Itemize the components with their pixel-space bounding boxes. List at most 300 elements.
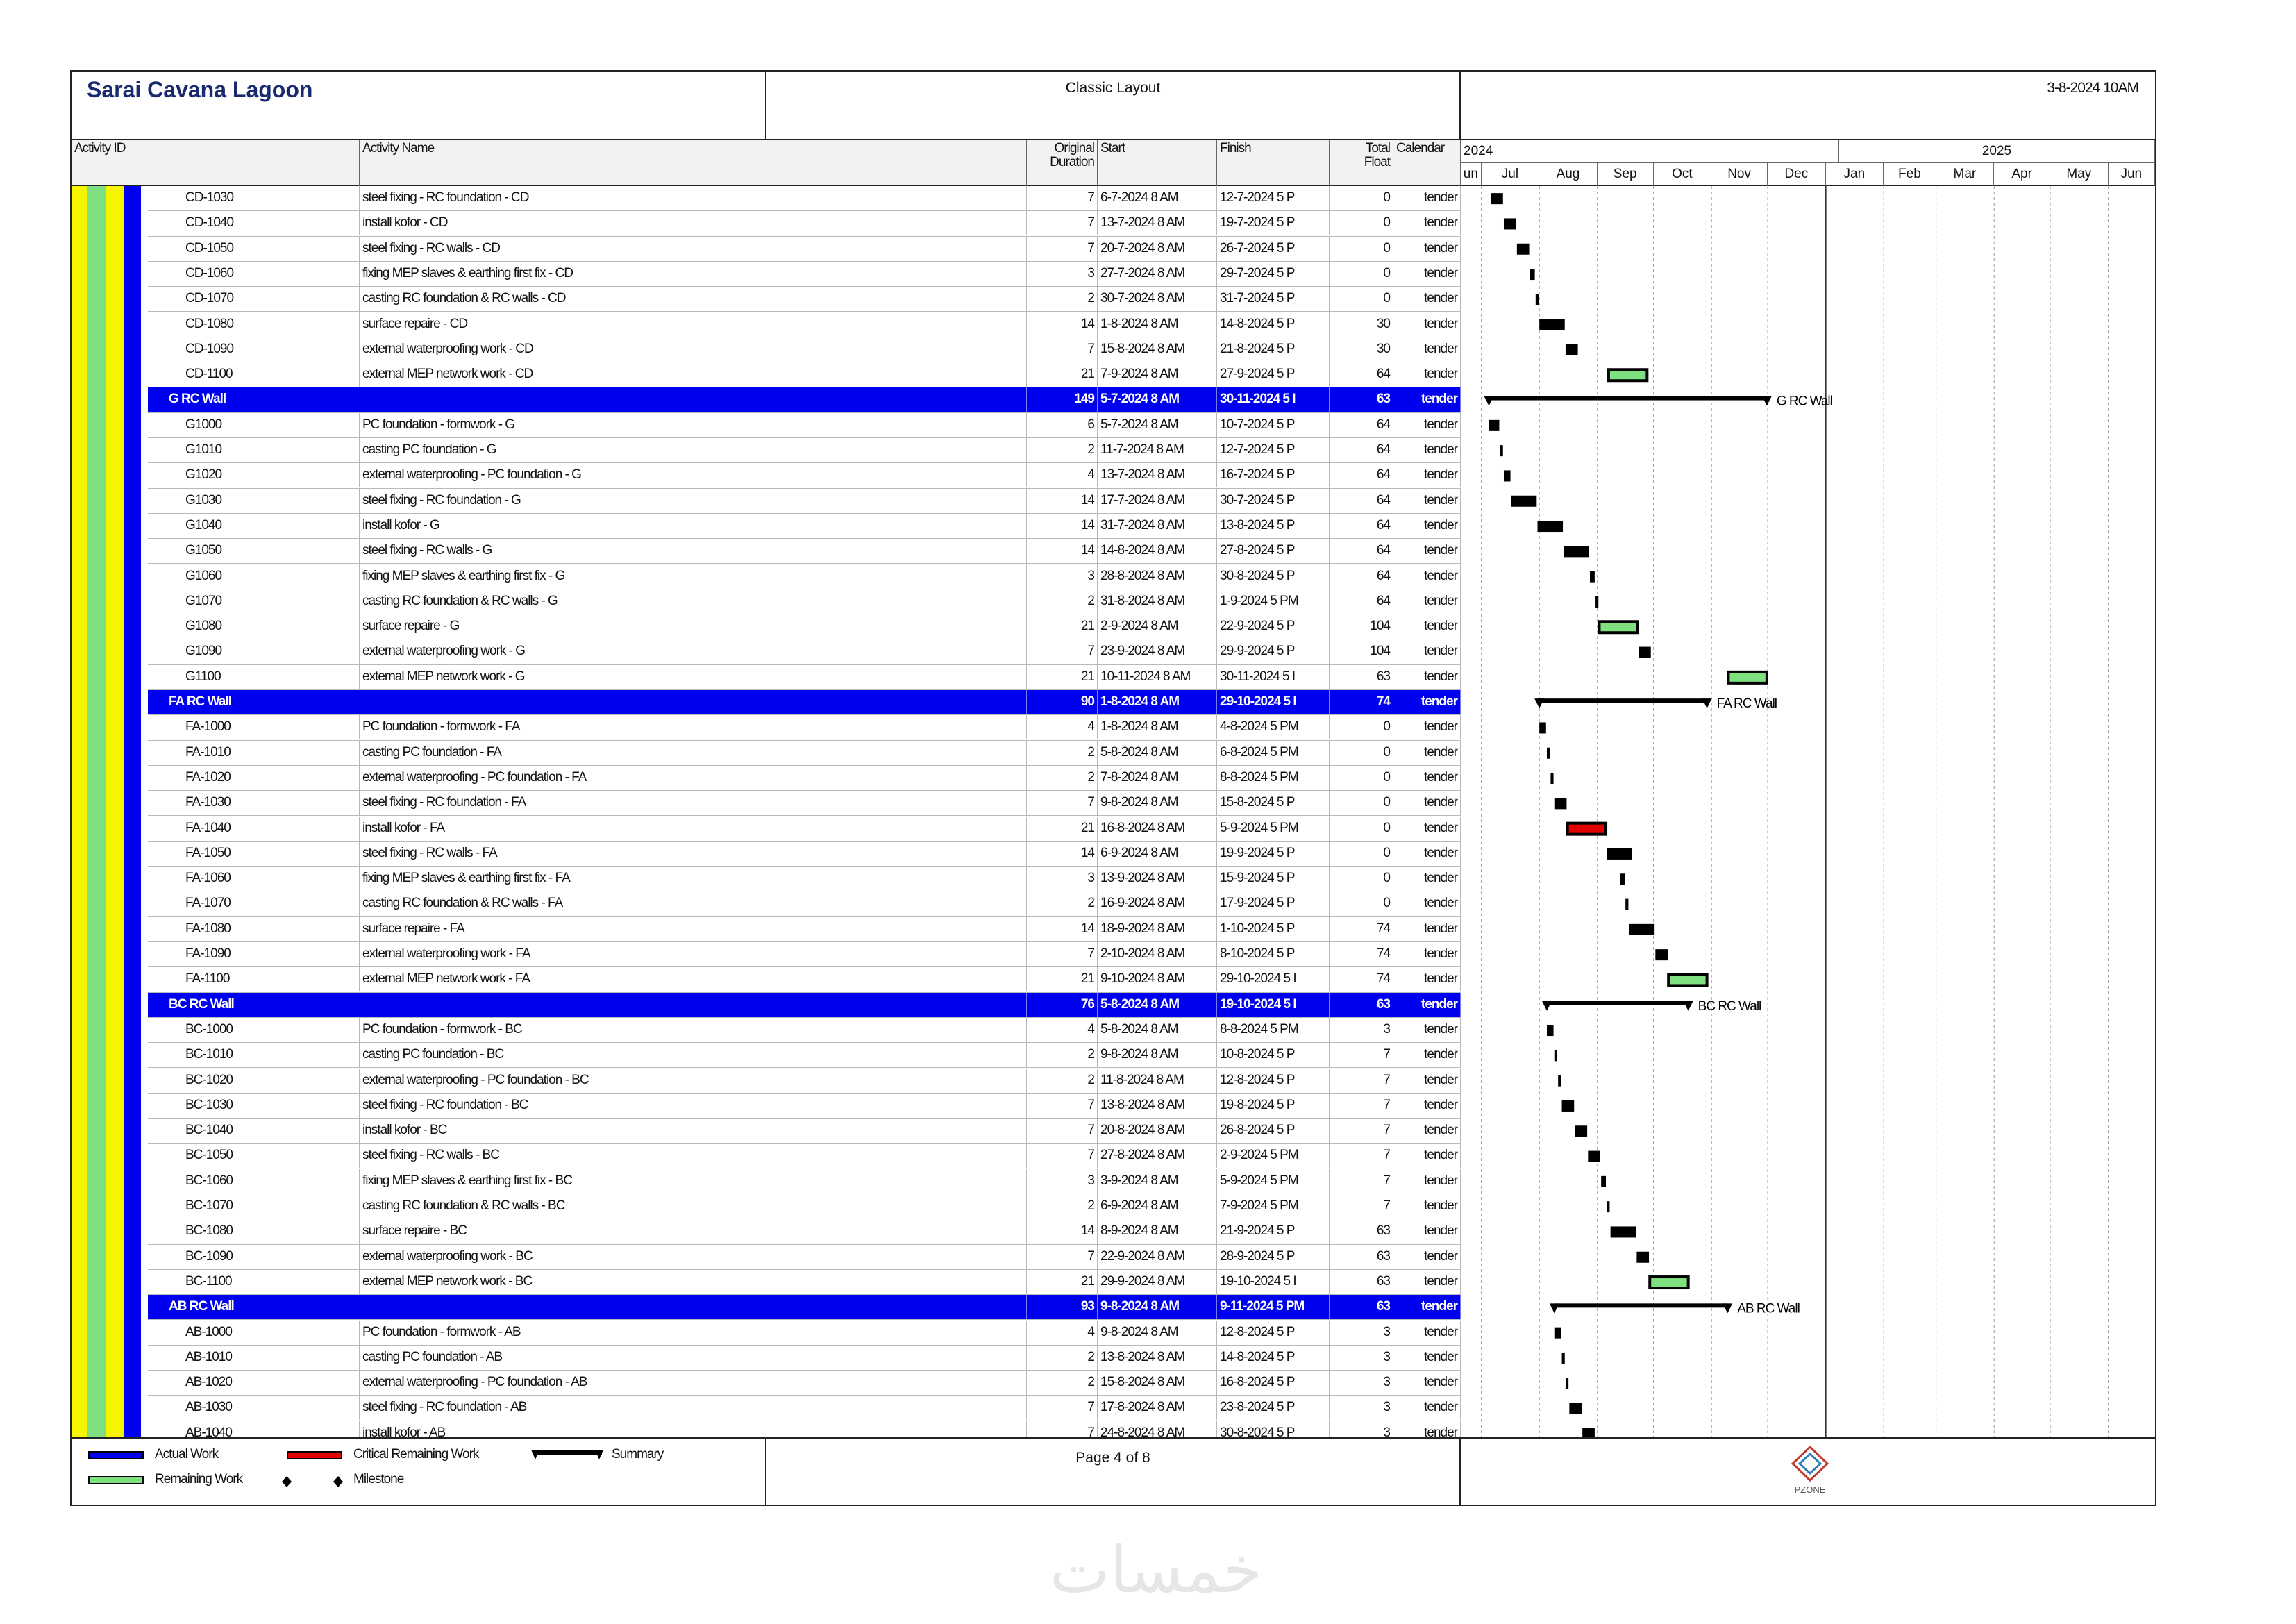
activity-id-cell: BC RC Wall bbox=[148, 993, 1027, 1017]
finish-cell: 21-8-2024 5 P bbox=[1217, 337, 1330, 362]
finish-cell: 28-9-2024 5 P bbox=[1217, 1245, 1330, 1269]
year-2024: 2024 bbox=[1461, 140, 1839, 163]
activity-row[interactable] bbox=[148, 237, 1461, 262]
activity-id-cell: FA-1080 bbox=[148, 917, 360, 941]
summary-bar-cap bbox=[1723, 1303, 1732, 1313]
calendar-cell: tender bbox=[1393, 967, 1461, 991]
summary-bar-cap bbox=[1542, 1001, 1552, 1011]
activity-bar-actual bbox=[1550, 773, 1553, 784]
calendar-cell: tender bbox=[1393, 413, 1461, 437]
finish-cell: 17-9-2024 5 P bbox=[1217, 891, 1330, 916]
finish-cell: 30-8-2024 5 P bbox=[1217, 1421, 1330, 1437]
activity-name-cell: steel fixing - RC foundation - FA bbox=[360, 791, 1027, 815]
activity-row[interactable] bbox=[148, 489, 1461, 514]
finish-cell: 5-9-2024 5 PM bbox=[1217, 817, 1330, 841]
duration-cell: 21 bbox=[1027, 614, 1098, 639]
activity-row[interactable] bbox=[148, 1219, 1461, 1244]
activity-bar-actual bbox=[1504, 218, 1516, 229]
start-cell: 9-8-2024 8 AM bbox=[1098, 1321, 1217, 1345]
duration-cell: 7 bbox=[1027, 1119, 1098, 1143]
logo-text: PZONE bbox=[1794, 1484, 1826, 1495]
activity-name-cell: surface repaire - BC bbox=[360, 1219, 1027, 1244]
finish-cell: 29-10-2024 5 I bbox=[1217, 690, 1330, 714]
activity-row[interactable] bbox=[148, 1396, 1461, 1421]
activity-row[interactable] bbox=[148, 362, 1461, 387]
activity-name-cell: casting RC foundation & RC walls - FA bbox=[360, 891, 1027, 916]
finish-cell: 5-9-2024 5 PM bbox=[1217, 1169, 1330, 1194]
activity-id-cell: FA-1060 bbox=[148, 867, 360, 891]
summary-bar bbox=[1542, 999, 1761, 1014]
activity-id-cell: AB-1030 bbox=[148, 1396, 360, 1420]
activity-id-cell: BC-1100 bbox=[148, 1270, 360, 1294]
start-cell: 11-8-2024 8 AM bbox=[1098, 1069, 1217, 1093]
activity-id-cell: AB-1010 bbox=[148, 1346, 360, 1370]
activity-row[interactable] bbox=[148, 1119, 1461, 1144]
float-cell: 3 bbox=[1330, 1396, 1393, 1420]
calendar-cell: tender bbox=[1393, 514, 1461, 538]
calendar-cell: tender bbox=[1393, 741, 1461, 765]
wbs-summary-row[interactable] bbox=[148, 1295, 1461, 1320]
summary-bar-cap bbox=[1550, 1303, 1559, 1313]
activity-id-cell: FA-1050 bbox=[148, 842, 360, 866]
activity-row[interactable] bbox=[148, 337, 1461, 362]
duration-cell: 7 bbox=[1027, 639, 1098, 664]
duration-cell: 90 bbox=[1027, 690, 1098, 714]
activity-id-cell: CD-1090 bbox=[148, 337, 360, 362]
start-cell: 10-11-2024 8 AM bbox=[1098, 665, 1217, 689]
finish-cell: 12-8-2024 5 P bbox=[1217, 1321, 1330, 1345]
activity-row[interactable] bbox=[148, 639, 1461, 664]
calendar-cell: tender bbox=[1393, 1094, 1461, 1118]
calendar-cell: tender bbox=[1393, 312, 1461, 337]
duration-cell: 7 bbox=[1027, 1144, 1098, 1168]
start-cell: 9-10-2024 8 AM bbox=[1098, 967, 1217, 991]
duration-cell: 14 bbox=[1027, 489, 1098, 513]
activity-row[interactable] bbox=[148, 942, 1461, 967]
legend-milestone-label: Milestone bbox=[353, 1472, 404, 1487]
calendar-cell: tender bbox=[1393, 589, 1461, 614]
activity-name-cell: casting PC foundation - FA bbox=[360, 741, 1027, 765]
start-cell: 31-8-2024 8 AM bbox=[1098, 589, 1217, 614]
activity-row[interactable] bbox=[148, 186, 1461, 211]
activity-bar-actual bbox=[1539, 722, 1546, 733]
milestone-diamond-icon bbox=[282, 1476, 292, 1487]
activity-row[interactable] bbox=[148, 1194, 1461, 1219]
month-label: May bbox=[2050, 163, 2109, 186]
activity-row[interactable] bbox=[148, 312, 1461, 337]
start-cell: 14-8-2024 8 AM bbox=[1098, 539, 1217, 563]
activity-name-cell: external waterproofing work - FA bbox=[360, 942, 1027, 966]
finish-cell: 19-8-2024 5 P bbox=[1217, 1094, 1330, 1118]
activity-row[interactable] bbox=[148, 1371, 1461, 1396]
duration-cell: 2 bbox=[1027, 589, 1098, 614]
activity-bar-actual bbox=[1639, 647, 1651, 658]
legend-summary-icon bbox=[530, 1448, 606, 1464]
activity-row[interactable] bbox=[148, 211, 1461, 236]
activity-name-cell: steel fixing - RC walls - BC bbox=[360, 1144, 1027, 1168]
float-cell: 64 bbox=[1330, 413, 1393, 437]
activity-name-cell: install kofor - FA bbox=[360, 817, 1027, 841]
activity-bar-remaining bbox=[1668, 974, 1707, 985]
col-total-float-line2: Float bbox=[1364, 155, 1390, 169]
activity-bar-actual bbox=[1538, 521, 1564, 532]
watermark bbox=[1000, 1531, 1312, 1607]
calendar-cell: tender bbox=[1393, 917, 1461, 941]
float-cell: 7 bbox=[1330, 1194, 1393, 1219]
float-cell: 63 bbox=[1330, 993, 1393, 1017]
start-cell: 6-7-2024 8 AM bbox=[1098, 186, 1217, 210]
start-cell: 28-8-2024 8 AM bbox=[1098, 564, 1217, 589]
activity-bar-actual bbox=[1595, 596, 1598, 608]
float-cell: 0 bbox=[1330, 262, 1393, 286]
activity-bar-actual bbox=[1555, 798, 1567, 809]
summary-bar-cap bbox=[1534, 698, 1544, 708]
float-cell: 0 bbox=[1330, 817, 1393, 841]
summary-bar-label: AB RC Wall bbox=[1737, 1301, 1800, 1316]
finish-cell: 6-8-2024 5 PM bbox=[1217, 741, 1330, 765]
summary-bar-cap bbox=[1702, 698, 1712, 708]
activity-row[interactable] bbox=[148, 589, 1461, 614]
activity-id-cell: FA-1070 bbox=[148, 891, 360, 916]
calendar-cell: tender bbox=[1393, 715, 1461, 739]
activity-bar-actual bbox=[1601, 1176, 1606, 1187]
finish-cell: 2-9-2024 5 PM bbox=[1217, 1144, 1330, 1168]
activity-row[interactable] bbox=[148, 262, 1461, 287]
layout-name: Classic Layout bbox=[1065, 80, 1161, 96]
float-cell: 104 bbox=[1330, 614, 1393, 639]
activity-id-cell: BC-1050 bbox=[148, 1144, 360, 1168]
activity-row[interactable] bbox=[148, 1069, 1461, 1094]
activity-row[interactable] bbox=[148, 413, 1461, 438]
activity-row[interactable] bbox=[148, 842, 1461, 867]
finish-cell: 13-8-2024 5 P bbox=[1217, 514, 1330, 538]
duration-cell: 6 bbox=[1027, 413, 1098, 437]
duration-cell: 149 bbox=[1027, 387, 1098, 412]
activity-row[interactable] bbox=[148, 791, 1461, 816]
calendar-cell: tender bbox=[1393, 891, 1461, 916]
calendar-cell: tender bbox=[1393, 539, 1461, 563]
activity-id-cell: BC-1090 bbox=[148, 1245, 360, 1269]
start-cell: 13-7-2024 8 AM bbox=[1098, 211, 1217, 235]
activity-bar-actual bbox=[1611, 1226, 1636, 1237]
activity-bar-critical bbox=[1568, 823, 1606, 835]
activity-id-cell: G1050 bbox=[148, 539, 360, 563]
duration-cell: 7 bbox=[1027, 791, 1098, 815]
activity-row[interactable] bbox=[148, 614, 1461, 639]
year-2025: 2025 bbox=[1839, 140, 2155, 163]
activity-row[interactable] bbox=[148, 1346, 1461, 1371]
gantt-chart bbox=[1461, 186, 2155, 1437]
float-cell: 74 bbox=[1330, 917, 1393, 941]
finish-cell: 8-10-2024 5 P bbox=[1217, 942, 1330, 966]
activity-id-cell: BC-1040 bbox=[148, 1119, 360, 1143]
activity-row[interactable] bbox=[148, 1144, 1461, 1169]
activity-row[interactable] bbox=[148, 867, 1461, 891]
calendar-cell: tender bbox=[1393, 211, 1461, 235]
activity-name-cell: PC foundation - formwork - FA bbox=[360, 715, 1027, 739]
start-cell: 24-8-2024 8 AM bbox=[1098, 1421, 1217, 1437]
duration-cell: 7 bbox=[1027, 186, 1098, 210]
float-cell: 74 bbox=[1330, 690, 1393, 714]
duration-cell: 2 bbox=[1027, 1346, 1098, 1370]
duration-cell: 2 bbox=[1027, 1371, 1098, 1395]
activity-row[interactable] bbox=[148, 715, 1461, 740]
activity-name-cell: fixing MEP slaves & earthing first fix - G bbox=[360, 564, 1027, 589]
duration-cell: 21 bbox=[1027, 665, 1098, 689]
col-finish[interactable]: Finish bbox=[1217, 140, 1330, 186]
activity-row[interactable] bbox=[148, 1321, 1461, 1346]
activity-id-cell: G1100 bbox=[148, 665, 360, 689]
wbs-summary-row[interactable] bbox=[148, 690, 1461, 715]
activity-name-cell: surface repaire - CD bbox=[360, 312, 1027, 337]
col-calendar[interactable]: Calendar bbox=[1393, 140, 1461, 186]
col-original-duration[interactable] bbox=[1027, 140, 1098, 186]
finish-cell: 10-8-2024 5 P bbox=[1217, 1043, 1330, 1067]
month-label: Feb bbox=[1884, 163, 1936, 186]
calendar-cell: tender bbox=[1393, 690, 1461, 714]
col-total-float[interactable] bbox=[1330, 140, 1393, 186]
col-start[interactable]: Start bbox=[1098, 140, 1217, 186]
wbs-band-2 bbox=[87, 186, 106, 1437]
float-cell: 64 bbox=[1330, 589, 1393, 614]
activity-bar-actual bbox=[1491, 193, 1503, 204]
activity-table bbox=[72, 186, 2155, 1437]
float-cell: 63 bbox=[1330, 1270, 1393, 1294]
activity-row[interactable] bbox=[148, 1018, 1461, 1043]
col-activity-name[interactable]: Activity Name bbox=[360, 140, 1027, 186]
finish-cell: 29-7-2024 5 P bbox=[1217, 262, 1330, 286]
calendar-cell: tender bbox=[1393, 186, 1461, 210]
activity-name-cell: steel fixing - RC foundation - G bbox=[360, 489, 1027, 513]
float-cell: 0 bbox=[1330, 791, 1393, 815]
finish-cell: 19-10-2024 5 I bbox=[1217, 993, 1330, 1017]
finish-cell: 27-9-2024 5 P bbox=[1217, 362, 1330, 387]
duration-cell: 2 bbox=[1027, 741, 1098, 765]
month-label: Sep bbox=[1598, 163, 1654, 186]
calendar-cell: tender bbox=[1393, 1144, 1461, 1168]
activity-row[interactable] bbox=[148, 514, 1461, 539]
activity-row[interactable] bbox=[148, 1043, 1461, 1068]
start-cell: 13-8-2024 8 AM bbox=[1098, 1094, 1217, 1118]
legend-critical-swatch bbox=[287, 1451, 342, 1459]
activity-row[interactable] bbox=[148, 564, 1461, 589]
col-total-float-line1: Total bbox=[1365, 141, 1390, 156]
wbs-band-1 bbox=[72, 186, 87, 1437]
activity-id-cell: AB RC Wall bbox=[148, 1295, 1027, 1319]
activity-name-cell: surface repaire - FA bbox=[360, 917, 1027, 941]
month-label: Oct bbox=[1654, 163, 1712, 186]
activity-row[interactable] bbox=[148, 1169, 1461, 1194]
activity-name-cell: external waterproofing work - CD bbox=[360, 337, 1027, 362]
float-cell: 64 bbox=[1330, 539, 1393, 563]
activity-name-cell: external MEP network work - G bbox=[360, 665, 1027, 689]
activity-name-cell: external MEP network work - CD bbox=[360, 362, 1027, 387]
month-label: Dec bbox=[1768, 163, 1826, 186]
start-cell: 17-8-2024 8 AM bbox=[1098, 1396, 1217, 1420]
activity-bar-actual bbox=[1607, 848, 1632, 860]
float-cell: 30 bbox=[1330, 337, 1393, 362]
finish-cell: 10-7-2024 5 P bbox=[1217, 413, 1330, 437]
activity-bar-actual bbox=[1530, 269, 1535, 280]
activity-row[interactable] bbox=[148, 463, 1461, 488]
activity-name-cell: surface repaire - G bbox=[360, 614, 1027, 639]
activity-row[interactable] bbox=[148, 287, 1461, 312]
activity-id-cell: AB-1040 bbox=[148, 1421, 360, 1437]
start-cell: 16-9-2024 8 AM bbox=[1098, 891, 1217, 916]
activity-name-cell: external waterproofing - PC foundation - BC bbox=[360, 1069, 1027, 1093]
report-date: 3-8-2024 10AM bbox=[2047, 80, 2138, 96]
activity-row[interactable] bbox=[148, 438, 1461, 463]
start-cell: 13-9-2024 8 AM bbox=[1098, 867, 1217, 891]
activity-id-cell: FA RC Wall bbox=[148, 690, 1027, 714]
activity-bar-actual bbox=[1539, 319, 1565, 330]
activity-row[interactable] bbox=[148, 817, 1461, 842]
duration-cell: 14 bbox=[1027, 842, 1098, 866]
wbs-band-4 bbox=[124, 186, 141, 1437]
activity-bar-actual bbox=[1569, 1403, 1582, 1414]
activity-id-cell: BC-1010 bbox=[148, 1043, 360, 1067]
activity-row[interactable] bbox=[148, 665, 1461, 690]
activity-name-cell: steel fixing - RC walls - G bbox=[360, 539, 1027, 563]
finish-cell: 4-8-2024 5 PM bbox=[1217, 715, 1330, 739]
activity-bar-actual bbox=[1562, 1353, 1565, 1364]
float-cell: 74 bbox=[1330, 942, 1393, 966]
activity-id-cell: FA-1030 bbox=[148, 791, 360, 815]
pzone-logo bbox=[1787, 1444, 1833, 1500]
legend-remaining-label: Remaining Work bbox=[155, 1472, 243, 1487]
page-number: Page 4 of 8 bbox=[1075, 1450, 1150, 1466]
activity-id-cell: AB-1000 bbox=[148, 1321, 360, 1345]
activity-name-cell: steel fixing - RC walls - FA bbox=[360, 842, 1027, 866]
float-cell: 3 bbox=[1330, 1321, 1393, 1345]
activity-bar-remaining bbox=[1650, 1277, 1688, 1288]
start-cell: 3-9-2024 8 AM bbox=[1098, 1169, 1217, 1194]
start-cell: 13-7-2024 8 AM bbox=[1098, 463, 1217, 487]
activity-id-cell: G1040 bbox=[148, 514, 360, 538]
wbs-summary-row[interactable] bbox=[148, 993, 1461, 1018]
activity-name-cell: casting RC foundation & RC walls - CD bbox=[360, 287, 1027, 311]
activity-row[interactable] bbox=[148, 1245, 1461, 1270]
activity-bar-remaining bbox=[1609, 369, 1647, 380]
start-cell: 20-8-2024 8 AM bbox=[1098, 1119, 1217, 1143]
duration-cell: 7 bbox=[1027, 942, 1098, 966]
float-cell: 0 bbox=[1330, 211, 1393, 235]
activity-name-cell: PC foundation - formwork - BC bbox=[360, 1018, 1027, 1042]
activity-name-cell: steel fixing - RC foundation - AB bbox=[360, 1396, 1027, 1420]
calendar-cell: tender bbox=[1393, 639, 1461, 664]
activity-bar-actual bbox=[1566, 344, 1578, 355]
float-cell: 7 bbox=[1330, 1069, 1393, 1093]
float-cell: 63 bbox=[1330, 387, 1393, 412]
start-cell: 11-7-2024 8 AM bbox=[1098, 438, 1217, 462]
calendar-cell: tender bbox=[1393, 842, 1461, 866]
activity-row[interactable] bbox=[148, 1094, 1461, 1119]
activity-row[interactable] bbox=[148, 766, 1461, 791]
start-cell: 1-8-2024 8 AM bbox=[1098, 690, 1217, 714]
float-cell: 0 bbox=[1330, 287, 1393, 311]
project-title: Sarai Cavana Lagoon bbox=[87, 77, 313, 102]
activity-bar-actual bbox=[1500, 445, 1503, 456]
duration-cell: 7 bbox=[1027, 337, 1098, 362]
activity-row[interactable] bbox=[148, 1270, 1461, 1295]
wbs-summary-row[interactable] bbox=[148, 387, 1461, 412]
month-label: Aug bbox=[1539, 163, 1598, 186]
activity-id-cell: FA-1040 bbox=[148, 817, 360, 841]
activity-bar-actual bbox=[1625, 899, 1628, 910]
start-cell: 6-9-2024 8 AM bbox=[1098, 842, 1217, 866]
activity-row[interactable] bbox=[148, 741, 1461, 766]
activity-row[interactable] bbox=[148, 917, 1461, 942]
activity-name-cell: steel fixing - RC foundation - CD bbox=[360, 186, 1027, 210]
legend-milestone-icons bbox=[280, 1473, 349, 1490]
finish-cell: 1-10-2024 5 P bbox=[1217, 917, 1330, 941]
finish-cell: 30-8-2024 5 P bbox=[1217, 564, 1330, 589]
duration-cell: 14 bbox=[1027, 1219, 1098, 1244]
calendar-cell: tender bbox=[1393, 262, 1461, 286]
activity-id-cell: AB-1020 bbox=[148, 1371, 360, 1395]
activity-bar-actual bbox=[1558, 1075, 1561, 1087]
duration-cell: 7 bbox=[1027, 1094, 1098, 1118]
start-cell: 1-8-2024 8 AM bbox=[1098, 312, 1217, 337]
activity-id-cell: G1070 bbox=[148, 589, 360, 614]
start-cell: 20-7-2024 8 AM bbox=[1098, 237, 1217, 261]
duration-cell: 4 bbox=[1027, 1018, 1098, 1042]
activity-row[interactable] bbox=[148, 539, 1461, 564]
calendar-cell: tender bbox=[1393, 362, 1461, 387]
activity-bar-actual bbox=[1547, 1025, 1554, 1036]
activity-row[interactable] bbox=[148, 967, 1461, 992]
summary-bar bbox=[1484, 394, 1832, 409]
finish-cell: 12-7-2024 5 P bbox=[1217, 186, 1330, 210]
start-cell: 6-9-2024 8 AM bbox=[1098, 1194, 1217, 1219]
col-activity-id[interactable]: Activity ID bbox=[72, 140, 360, 186]
start-cell: 7-8-2024 8 AM bbox=[1098, 766, 1217, 790]
finish-cell: 19-9-2024 5 P bbox=[1217, 842, 1330, 866]
report-frame bbox=[70, 70, 2156, 1506]
activity-bar-actual bbox=[1588, 1151, 1600, 1162]
activity-row[interactable] bbox=[148, 1421, 1461, 1437]
duration-cell: 2 bbox=[1027, 1043, 1098, 1067]
wbs-band-3 bbox=[106, 186, 124, 1437]
duration-cell: 2 bbox=[1027, 1194, 1098, 1219]
activity-id-cell: CD-1080 bbox=[148, 312, 360, 337]
float-cell: 3 bbox=[1330, 1421, 1393, 1437]
activity-bar-remaining bbox=[1728, 672, 1766, 683]
calendar-cell: tender bbox=[1393, 237, 1461, 261]
activity-bar-actual bbox=[1504, 470, 1511, 481]
legend-summary-label: Summary bbox=[612, 1447, 664, 1462]
float-cell: 64 bbox=[1330, 514, 1393, 538]
activity-name-cell: external waterproofing work - G bbox=[360, 639, 1027, 664]
float-cell: 64 bbox=[1330, 362, 1393, 387]
start-cell: 17-7-2024 8 AM bbox=[1098, 489, 1217, 513]
finish-cell: 15-8-2024 5 P bbox=[1217, 791, 1330, 815]
summary-bar-line bbox=[1547, 1001, 1689, 1005]
activity-row[interactable] bbox=[148, 891, 1461, 916]
activity-bar-actual bbox=[1517, 244, 1530, 255]
duration-cell: 14 bbox=[1027, 539, 1098, 563]
duration-cell: 7 bbox=[1027, 211, 1098, 235]
activity-name-cell: fixing MEP slaves & earthing first fix - CD bbox=[360, 262, 1027, 286]
activity-bar-actual bbox=[1590, 571, 1595, 583]
activity-name-cell: external waterproofing - PC foundation - FA bbox=[360, 766, 1027, 790]
float-cell: 0 bbox=[1330, 842, 1393, 866]
activity-bar-actual bbox=[1636, 1252, 1649, 1263]
float-cell: 3 bbox=[1330, 1018, 1393, 1042]
month-label: Apr bbox=[1994, 163, 2050, 186]
activity-id-cell: FA-1090 bbox=[148, 942, 360, 966]
activity-name-cell: fixing MEP slaves & earthing first fix - BC bbox=[360, 1169, 1027, 1194]
